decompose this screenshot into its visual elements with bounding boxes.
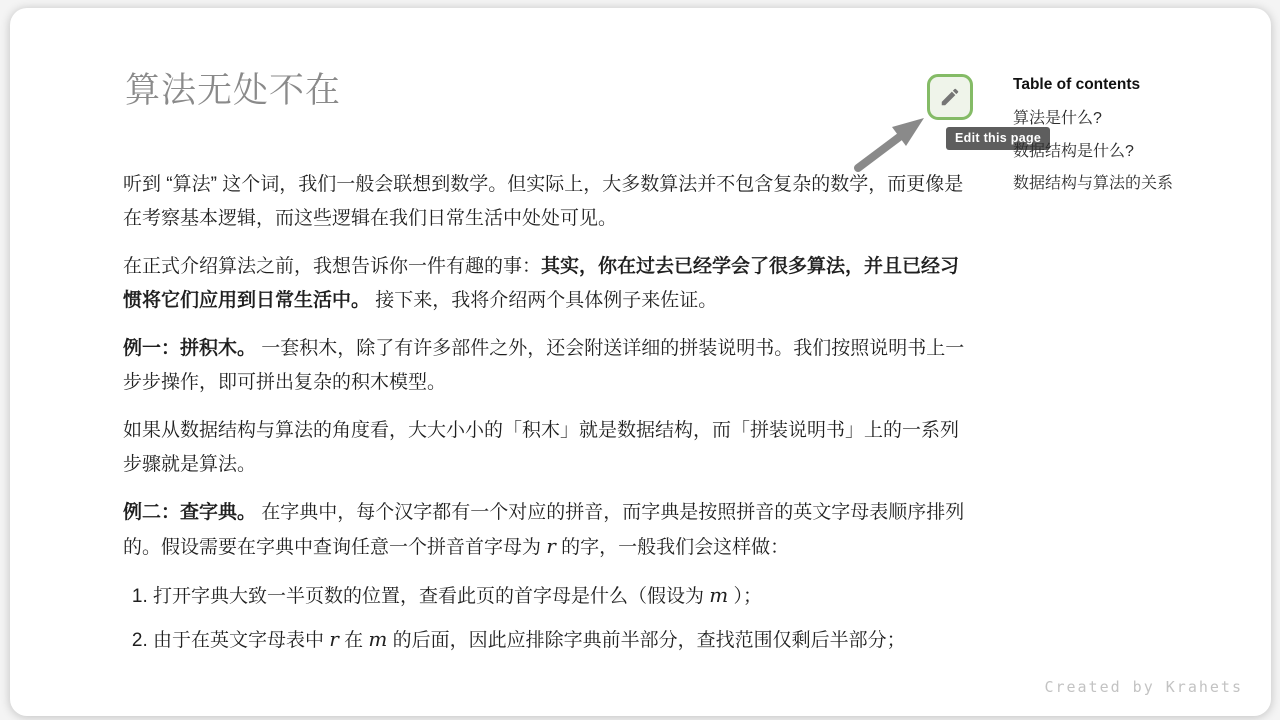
toc-list-item: [1013, 174, 1228, 194]
text: 在: [338, 629, 369, 651]
text: 接下来，我将介绍两个具体例子来佐证。: [370, 289, 718, 311]
math-variable: m: [709, 583, 729, 607]
math-variable: r: [329, 626, 339, 651]
toc-item-link[interactable]: 算法是什么?: [1013, 110, 1102, 127]
text: 的后面，因此应排除字典前半部分，查找范围仅剩后半部分；: [387, 629, 906, 651]
text: 由于在英文字母表中: [153, 629, 330, 651]
watermark: Created by Krahets: [1044, 678, 1243, 696]
page-title: 算法无处不在: [125, 71, 342, 110]
math-variable: m: [368, 626, 388, 651]
content-card: [10, 8, 1271, 716]
text: 在字典中，每个汉字都有一个对应的拼音，而字典是按照拼音的英文字母表顺序排列的。假设需要在字典中查询任意一个拼音首字母为: [123, 502, 965, 558]
paragraph: [123, 332, 969, 399]
toc-item-link[interactable]: 数据结构是什么?: [1013, 142, 1134, 160]
list-item: [153, 623, 969, 658]
math-variable: r: [546, 533, 556, 558]
steps-list: [123, 579, 969, 657]
text: 的字，一般我们会这样做：: [555, 536, 790, 558]
toc-list-item: [1013, 142, 1228, 162]
bold-text: 其实，你在过去已经学会了很多算法，并且已经习惯将它们应用到日常生活中。: [123, 256, 960, 311]
article-body: [123, 168, 969, 666]
paragraph: [123, 250, 969, 317]
bold-text: 例一：拼积木。: [123, 338, 257, 359]
text: 打开字典大致一半页数的位置，查看此页的首字母是什么（假设为: [153, 586, 710, 607]
text: ）；: [728, 586, 763, 607]
text: 如果从数据结构与算法的角度看，大大小小的「积木」就是数据结构，而「拼装说明书」上的一系列步骤就是算法。: [123, 420, 960, 475]
toc-item-link[interactable]: 数据结构与算法的关系: [1013, 175, 1174, 192]
bold-text: 例二：查字典。: [123, 502, 257, 523]
list-item: [153, 579, 969, 614]
toc-list: [1013, 109, 1228, 194]
paragraph: [123, 414, 969, 481]
text: 在正式介绍算法之前，我想告诉你一件有趣的事：: [123, 256, 542, 277]
text: 听到 “算法” 这个词，我们一般会联想到数学。但实际上，大多数算法并不包含复杂的数学，而更像是在考察基本逻辑，而这些逻辑在我们日常生活中处处可见。: [123, 174, 964, 229]
text: 一套积木，除了有许多部件之外，还会附送详细的拼装说明书。我们按照说明书上一步步操作，即可拼出复杂的积木模型。: [123, 338, 965, 393]
paragraph: [123, 496, 969, 564]
edit-tooltip: Edit this page: [946, 127, 1050, 150]
table-of-contents: [1013, 76, 1228, 207]
paragraph: [123, 168, 969, 235]
toc-list-item: [1013, 109, 1228, 129]
pencil-icon: [939, 86, 961, 108]
toc-header: Table of contents: [1013, 76, 1141, 93]
